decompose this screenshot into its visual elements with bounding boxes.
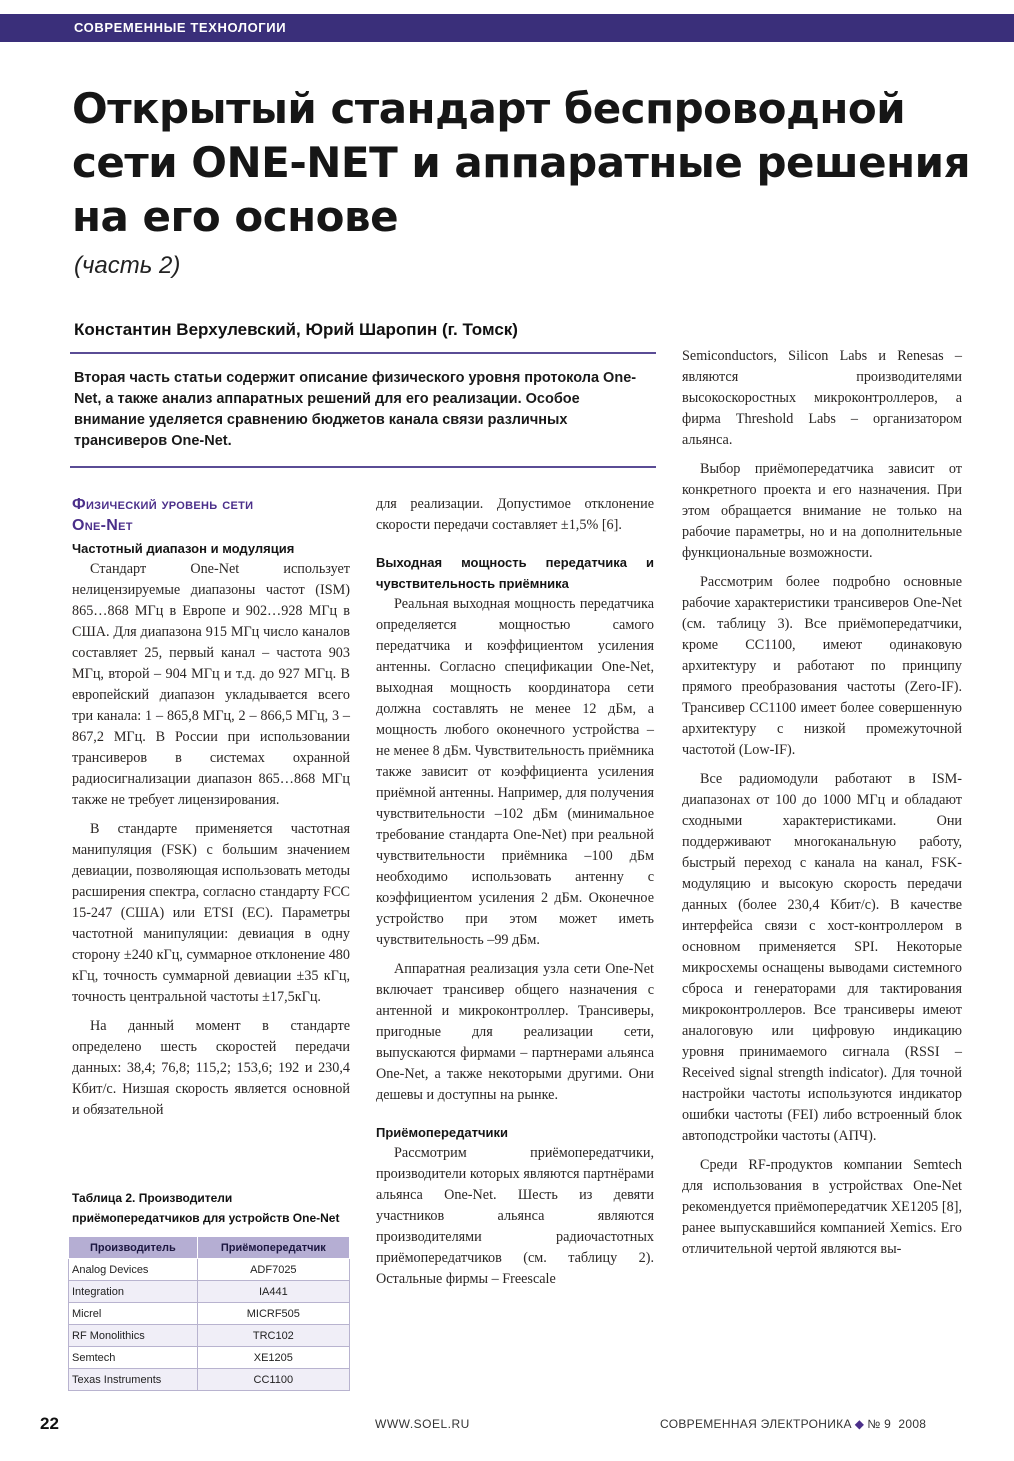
section-title-line-1: Физический уровень сети bbox=[72, 496, 254, 513]
paragraph: Рассмотрим приёмопередатчики, производители которых являются партнёрами альянса One-Net. Шесть из девяти участников альянса являются производителями радиочастотных приёмопередатчиков (см. таблицу 2). Остальные фирмы – Freescale bbox=[376, 1145, 654, 1287]
issue-number: № 9 bbox=[867, 1417, 892, 1431]
paragraph: Рассмотрим более подробно основные рабочие характеристики трансиверов One-Net (см. таблицу 3). Все приёмопередатчики, кроме CC1100, имеют одинаковую архитектуру и работают по принципу прямого преобразования частоты (Zero-IF). Трансивер CC1100 имеет более совершенную архитектуру с низкой промежуточной частотой (Low-IF). bbox=[682, 574, 962, 758]
section-title bbox=[72, 494, 350, 536]
table-cell: IA441 bbox=[197, 1281, 349, 1303]
article-subtitle: (часть 2) bbox=[74, 252, 181, 279]
page-number: 22 bbox=[40, 1414, 59, 1433]
subsection-title-power: Выходная мощность передатчика и чувствительность приёмника bbox=[376, 555, 654, 591]
article-lead: Вторая часть статьи содержит описание физического уровня протокола One-Net, а также анализ аппаратных решений для его реализации. Особое внимание уделяется сравнению бюджетов канала связи различных трансиверов One-Net. bbox=[74, 370, 637, 449]
subsection-title-frequency: Частотный диапазон и модуляция bbox=[72, 541, 295, 556]
paragraph: Реальная выходная мощность передатчика определяется мощностью самого передатчика и коэффициентом усиления антенны. Согласно спецификации One-Net, выходная мощность координатора сети должна составлять не менее 12 дБм, а мощность любого оконечного устройства – не менее 8 дБм. Чувствительность приёмника также зависит от коэффициента усиления приёмной антенны. Например, для получения чувствительности –102 дБм (минимальное требование стандарта One-Net) при реальной чувствительности приёмника –100 дБм необходимо использовать антенну с коэффициентом усиления 2 дБм. Оконечное устройство при этом может иметь чувствительность –99 дБм. bbox=[376, 596, 654, 948]
lead-divider-bottom bbox=[70, 466, 656, 468]
table-cell: Micrel bbox=[69, 1303, 198, 1325]
paragraph: Semiconductors, Silicon Labs и Renesas – являются производителями высокоскоростных микроконтроллеров, а фирма Threshold Labs – организатором альянса. bbox=[682, 348, 962, 448]
paragraph: Аппаратная реализация узла сети One-Net включает трансивер общего назначения с антенной и микроконтроллер. Трансиверы, пригодные для реализации сети, выпускаются фирмами – партнерами альянса One-Net, а также некоторыми другими. Они дешевы и доступны на рынке. bbox=[376, 961, 654, 1103]
title-line-2: сети ONE-NET и аппаратные решения bbox=[72, 138, 971, 187]
paragraph: В стандарте применяется частотная манипуляция (FSK) с большим значением девиации, позволяющая использовать методы расширения спектра, согласно стандарту FCC 15-247 (США) или ETSI (ЕС). Параметры частотной манипуляции: девиация в одну сторону ±240 кГц, суммарное отклонение 480 кГц, точность суммарной девиации ±35 кГц, точность центральной частоты ±17,5кГц. bbox=[72, 821, 350, 1005]
header-band bbox=[0, 14, 1014, 42]
table-caption bbox=[72, 1188, 352, 1228]
paragraph: Все радиомодули работают в ISM-диапазонах от 100 до 1000 МГц и обладают сходными характеристиками. Они поддерживают многоканальную работу, быстрый переход с канала на канал, FSK-модуляцию и высокую скорость передачи данных (более 230,4 Кбит/с). В качестве интерфейса связи с хост-контроллером в основном применяется SPI. Некоторые микросхемы оснащены выводами системного сброса и генераторами для тактирования микроконтроллеров. Все трансиверы имеют аналоговую или цифровую индикацию уровня принимаемого сигнала (RSSI – Received signal strength indicator). Для точной настройки частоты используются индикатор ошибки частоты (FEI) либо встроенный блок автоподстройки частоты (АПЧ). bbox=[682, 771, 962, 1144]
table-row bbox=[69, 1281, 350, 1303]
article-authors: Константин Верхулевский, Юрий Шаропин (г. Томск) bbox=[74, 320, 518, 339]
table-row bbox=[69, 1259, 350, 1281]
table-header-cell: Производитель bbox=[69, 1237, 198, 1259]
table-row bbox=[69, 1347, 350, 1369]
section-title-line-2: One-Net bbox=[72, 517, 133, 534]
paragraph: На данный момент в стандарте определено шесть скоростей передачи данных: 38,4; 76,8; 115,2; 153,6; 192 и 230,4 Кбит/с. Низшая скорость является основной и обязательной bbox=[72, 1018, 350, 1118]
manufacturers-table bbox=[68, 1236, 350, 1391]
table-cell: TRC102 bbox=[197, 1325, 349, 1347]
column-1 bbox=[72, 494, 350, 1121]
issue-year: 2008 bbox=[898, 1417, 927, 1431]
manufacturers-table-block bbox=[68, 1188, 352, 1391]
table-cell: Integration bbox=[69, 1281, 198, 1303]
table-row bbox=[69, 1369, 350, 1391]
table-cell: CC1100 bbox=[197, 1369, 349, 1391]
footer-url: WWW.SOEL.RU bbox=[375, 1417, 470, 1431]
column-2 bbox=[376, 494, 654, 1290]
article-title bbox=[72, 82, 972, 244]
title-line-1: Открытый стандарт беспроводной bbox=[72, 84, 906, 133]
table-header-row bbox=[69, 1237, 350, 1259]
table-row bbox=[69, 1325, 350, 1347]
paragraph: Выбор приёмопередатчика зависит от конкретного проекта и его назначения. При этом обращается внимание не только на рабочие параметры, но и на дополнительные функциональные возможности. bbox=[682, 461, 962, 561]
table-cell: XE1205 bbox=[197, 1347, 349, 1369]
section-label: СОВРЕМЕННЫЕ ТЕХНОЛОГИИ bbox=[74, 20, 287, 35]
paragraph: Среди RF-продуктов компании Semtech для использования в устройствах One-Net рекомендуется приёмопередатчик XE1205 [8], ранее выпускавшийся компанией Xemics. Его отличительной чертой являются вы- bbox=[682, 1157, 962, 1257]
paragraph: для реализации. Допустимое отклонение скорости передачи составляет ±1,5% [6]. bbox=[376, 496, 654, 533]
table-cell: ADF7025 bbox=[197, 1259, 349, 1281]
table-cell: MICRF505 bbox=[197, 1303, 349, 1325]
paragraph: Стандарт One-Net использует нелицензируемые диапазоны частот (ISM) 865…868 МГц в Европе и 902…928 МГц в США. Для диапазона 915 МГц число каналов составляет 25, первый канал – частота 903 МГц, второй – 904 МГц и т.д. до 927 МГц. В европейский диапазон укладывается всего три канала: 1 – 865,8 МГц, 2 – 866,5 МГц, 3 – 867,2 МГц. В России при использовании трансиверов в системах охранной радиосигнализации диапазон 865…868 МГц также не требует лицензирования. bbox=[72, 561, 350, 808]
table-row bbox=[69, 1303, 350, 1325]
table-cell: Semtech bbox=[69, 1347, 198, 1369]
lead-divider-top bbox=[70, 352, 656, 354]
table-cell: Texas Instruments bbox=[69, 1369, 198, 1391]
table-cell: Analog Devices bbox=[69, 1259, 198, 1281]
table-cell: RF Monolithics bbox=[69, 1325, 198, 1347]
table-header-cell: Приёмопередатчик bbox=[197, 1237, 349, 1259]
column-3 bbox=[682, 346, 962, 1260]
table-caption-line-1: Таблица 2. Производители bbox=[72, 1191, 233, 1205]
diamond-separator-icon: ◆ bbox=[854, 1417, 865, 1431]
journal-name: СОВРЕМЕННАЯ ЭЛЕКТРОНИКА bbox=[660, 1417, 852, 1431]
subsection-title-transceivers: Приёмопередатчики bbox=[376, 1125, 509, 1140]
table-caption-line-2: приёмопередатчиков для устройств One-Net bbox=[72, 1211, 340, 1225]
title-line-3: на его основе bbox=[72, 192, 399, 241]
footer-journal bbox=[660, 1417, 926, 1431]
